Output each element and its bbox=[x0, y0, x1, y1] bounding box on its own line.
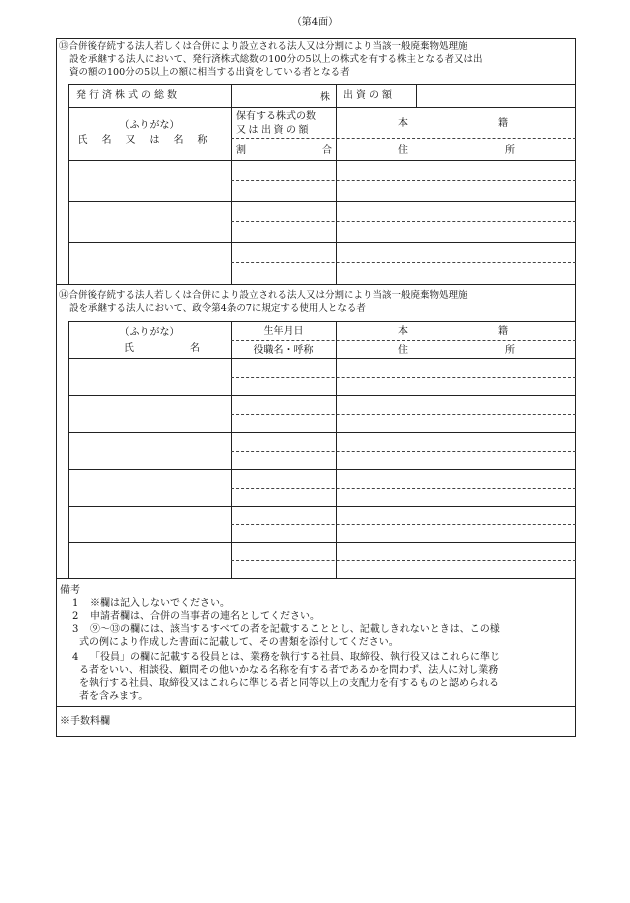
section14-heading-line2: 設を承継する法人において、政令第4条の7に規定する使用人となる者 bbox=[69, 303, 366, 314]
holdings-label-line2: 又は出資の額 bbox=[236, 125, 311, 136]
name-label-14: 氏名 bbox=[124, 343, 256, 354]
note-line: ⑨～⑬の欄には、該当するすべての者を記載することとし、記載しきれないときは、この様 bbox=[90, 624, 500, 635]
fee-label: ※手数料欄 bbox=[60, 716, 110, 727]
domicile-label: 本籍 bbox=[398, 118, 598, 129]
note-line: る者をいい、相談役、顧問その他いかなる名称を有する者であるかを問わず、法人に対し業務 bbox=[79, 665, 499, 676]
section14-heading-line1: ⑭合併後存続する法人若しくは合併により設立される法人又は分割により当該一般廃棄物処理施 bbox=[59, 290, 468, 301]
note-line: 者を含みます。 bbox=[79, 691, 149, 702]
note-num: 4 bbox=[72, 652, 79, 663]
furigana-label: （ふりがな） bbox=[119, 120, 180, 131]
capital-label: 出資の額 bbox=[343, 90, 395, 101]
note-num: 2 bbox=[72, 611, 79, 622]
section13-heading-line3: 資の額の100分の5以上の額に相当する出資をしている者となる者 bbox=[69, 67, 350, 78]
section13-heading-line1: ⑬合併後存続する法人若しくは合併により設立される法人又は分割により当該一般廃棄物処理施 bbox=[59, 41, 468, 52]
domicile-label-14: 本籍 bbox=[398, 326, 598, 337]
address-label: 住所 bbox=[398, 145, 612, 156]
name-label: 氏名又は名称 bbox=[77, 135, 222, 146]
holdings-label-line1: 保有する株式の数 bbox=[236, 111, 316, 122]
note-line: を執行する社員、取締役又はこれらに準じる者と同等以上の支配力を有するものと認められる bbox=[79, 678, 499, 689]
total-shares-label: 発行済株式の総数 bbox=[76, 90, 180, 101]
furigana-label-14: （ふりがな） bbox=[119, 327, 180, 338]
position-label: 役職名・呼称 bbox=[253, 345, 314, 356]
address-label-14: 住所 bbox=[398, 345, 612, 356]
notes-title: 備考 bbox=[60, 585, 80, 596]
ratio-label: 割合 bbox=[236, 145, 408, 156]
section13-heading-line2: 設を承継する法人において、発行済株式総数の100分の5以上の株式を有する株主となる者又は出 bbox=[69, 54, 483, 65]
note-num: 3 bbox=[72, 624, 79, 635]
shares-unit: 株 bbox=[320, 92, 330, 103]
note-line: 「役員」の欄に記載する役員とは、業務を執行する社員、取締役、執行役又はこれらに準じ bbox=[90, 652, 500, 663]
birthdate-label: 生年月日 bbox=[263, 326, 304, 337]
page-label: （第4面） bbox=[291, 17, 339, 28]
note-num: 1 bbox=[72, 598, 79, 609]
note-line: 申請者欄は、合併の当事者の連名としてください。 bbox=[90, 611, 320, 622]
note-line: ※欄は記入しないでください。 bbox=[90, 598, 230, 609]
note-line: 式の例により作成した書面に記載して、その書類を添付してください。 bbox=[79, 637, 399, 648]
